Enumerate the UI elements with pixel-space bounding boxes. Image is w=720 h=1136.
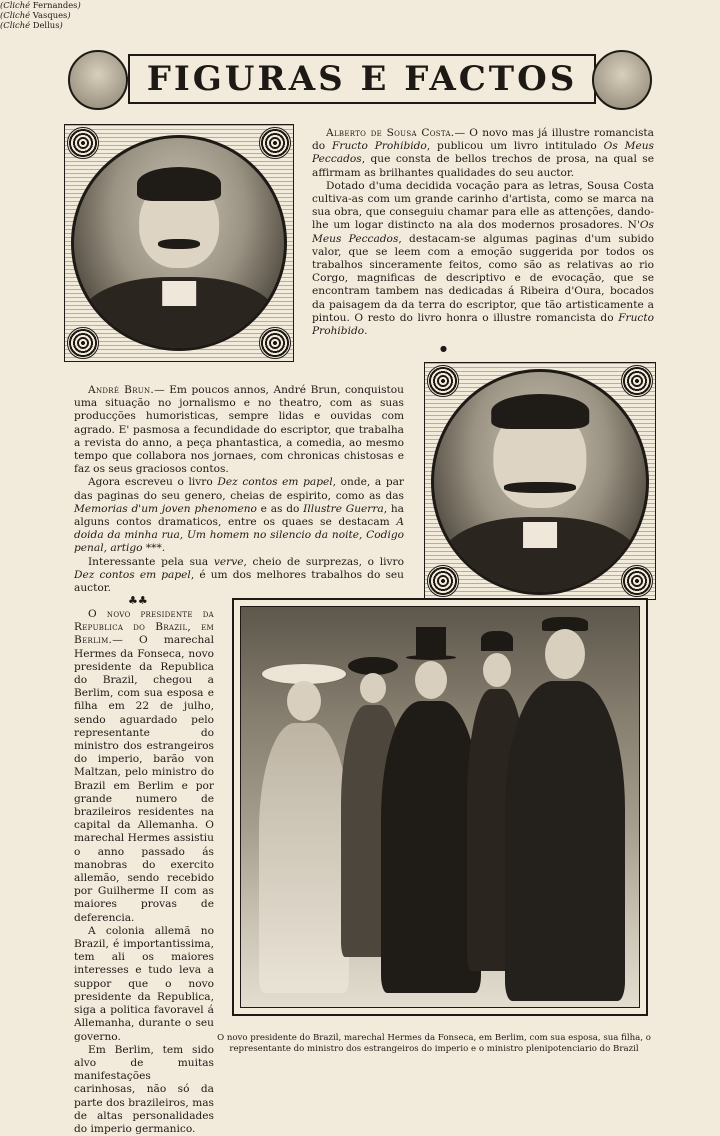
article-sousa-costa: Alberto de Sousa Costa.— O novo mas já illustre romancista do Fructo Prohibido, publicou um livro intitulado Os Meus Peccados, que consta de bellos trechos de prosa, na qual se affirmam as brilhantes qualidades do seu auctor. Dotado d'uma decidida vocação para as letras, Sousa Costa cultiva-as com um grande carinho d'artista, como se marca na sua obra, que conseguiu chamar para elle as attenções, dando-lhe um logar distincto na ala dos modernos prosadores. N'Os Meus Peccados, destacam-se algumas paginas d'um subido valor, que se leem com a emoção suggerida por todos os trabalhos sinceramente feitos, como são as relativas ao rio Corgo, magnificas de descriptivo e de evocação, que se encontram tambem nas dedicadas á Ribeira d'Oura, bocados da paisagem da da terra do escriptor, que tão artisticamente a pintou. O resto do livro honra o illustre romancista do Fructo Prohibido. [312, 127, 654, 338]
portrait-hair [137, 167, 221, 201]
corner-ornament [67, 127, 99, 159]
article-heading: Alberto de Sousa Costa. [326, 127, 455, 139]
portrait-collar [523, 522, 557, 548]
portrait-photo-sousa-costa [71, 135, 287, 351]
portrait-frame-andre-brun [424, 362, 656, 600]
corner-ornament [621, 365, 653, 397]
masthead [66, 50, 654, 108]
photo-credit-sousa-costa: (Cliché Fernandes) [0, 0, 81, 10]
figure-top-hat [416, 627, 446, 657]
portrait-photo-andre-brun [431, 369, 649, 595]
photo-caption: O novo presidente do Brazil, marechal Hermes da Fonseca, em Berlim, com sua esposa, sua filha, o representante do ministro dos estrangeiros do imperio e o ministro plenipotenciario do Brazil [217, 1033, 651, 1054]
corner-ornament [427, 365, 459, 397]
group-photo-frame [232, 598, 648, 1016]
figure-head [415, 661, 447, 699]
portrait-frame-sousa-costa [64, 124, 294, 362]
art-nouveau-medallion-left [68, 50, 128, 110]
ornament-clover: ♣♣ [128, 594, 148, 607]
portrait-moustache [158, 239, 200, 250]
figure-hat-brim [406, 655, 456, 660]
portrait-moustache [504, 482, 576, 493]
portrait-collar [162, 281, 196, 306]
portrait-hair [491, 394, 589, 429]
ornament-dot: ● [440, 344, 447, 353]
figure-body [381, 701, 481, 993]
photo-credit-andre-brun: (Cliché Vasques) [0, 10, 71, 20]
figure-body [259, 723, 349, 993]
group-photo [240, 606, 640, 1008]
figure-minister [505, 617, 625, 1001]
art-nouveau-medallion-right [592, 50, 652, 110]
figure-head [287, 681, 321, 721]
corner-ornament [259, 127, 291, 159]
figure-body [505, 681, 625, 1001]
figure-marshal [381, 627, 481, 993]
article-hermes: O novo presidente da Republica do Brazil, em Berlim.— O marechal Hermes da Fonseca, novo presidente da Republica do Brazil, chegou a Berlim, com sua esposa e filha em 22 de julho, sendo aguardado pelo representante do ministro dos estrangeiros do imperio, barão von Maltzan, pelo ministro do Brazil em Berlim e por grande numero de brazileiros residentes na capital da Allemanha. O marechal Hermes assistiu o anno passado ás manobras do exercito allemão, sendo recebido por Guilherme II com as maiores provas de deferencia. A colonia allemã no Brazil, é importantissima, tem ali os maiores interesses e tudo leva a suppor que o novo presidente da Republica, siga a politica favoravel á Allemanha, durante o seu governo. Em Berlim, tem sido alvo de muitas manifestações carinhosas, não só da parte dos brazileiros, mas de altas personalidades do imperio germanico. [74, 608, 214, 1135]
figure-daughter [259, 663, 349, 993]
page-title: FIGURAS E FACTOS [146, 59, 578, 99]
article-heading: André Brun. [88, 384, 155, 396]
figure-head [545, 629, 585, 679]
photo-credit-hermes: (Cliché Dellus) [0, 20, 63, 30]
article-andre-brun: André Brun.— Em poucos annos, André Brun, conquistou uma situação no jornalismo e no theatro, com as suas producções humoristicas, sempre lidas e ouvidas com agrado. E' pasmosa a fecundidade do escriptor, que trabalha a revista do anno, a peça phantastica, a comedia, ao mesmo tempo que collabora nos jornaes, com chronicas chistosas e faz os seus graciosos contos. Agora escreveu o livro Dez contos em papel, onde, a par das paginas do seu genero, cheias de espirito, como as das Memorias d'um joven phenomeno e as do Illustre Guerra, ha alguns contos dramaticos, entre os quaes se destacam A doida da minha rua, Um homem no silencio da noite, Codigo penal, artigo ***. Interessante pela sua verve, cheio de surprezas, o livro Dez contos em papel, é um dos melhores trabalhos do seu auctor. [74, 384, 405, 595]
article-heading: O novo presidente da Republica do Brazil, em Berlim. [74, 608, 214, 647]
